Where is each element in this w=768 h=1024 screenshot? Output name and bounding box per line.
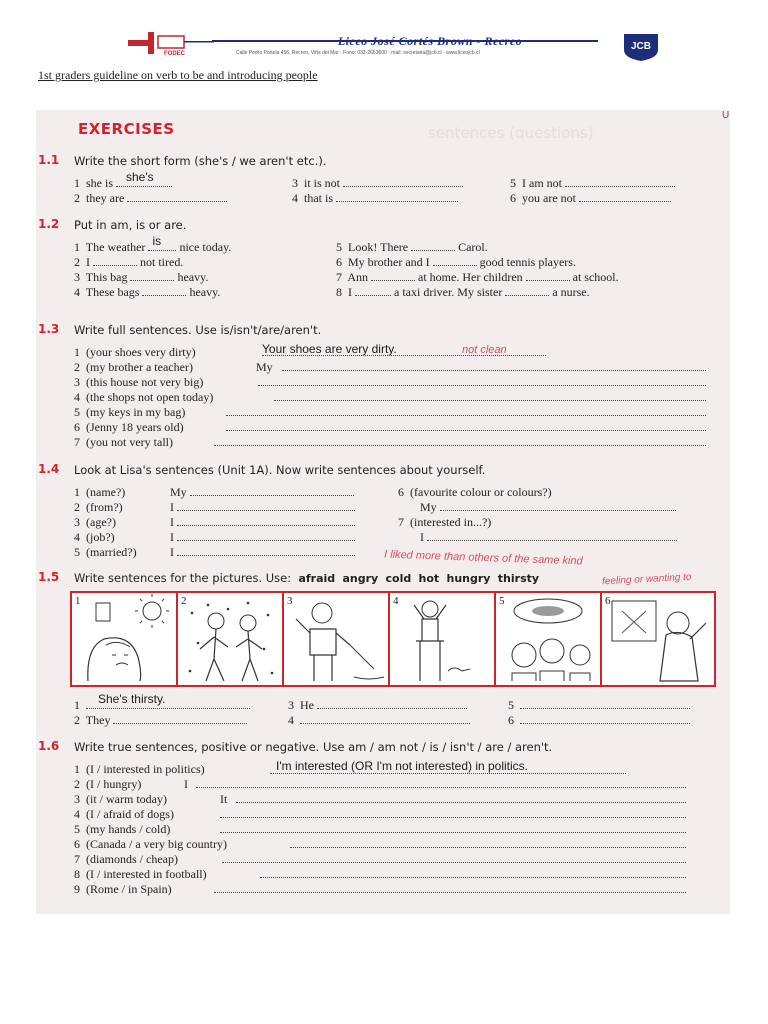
exercise-number: 1.6 — [38, 739, 60, 753]
picture-hungry: 5 — [496, 593, 602, 685]
answer-start: My — [170, 485, 354, 499]
answer-start: I — [170, 500, 355, 514]
exercises-heading: EXERCISES — [78, 120, 175, 138]
handwritten-answer: Your shoes are very dirty. — [262, 342, 397, 356]
answer-line — [196, 787, 686, 788]
picture-angry: 6 — [602, 593, 714, 685]
list-item: 7 (you not very tall) — [74, 435, 173, 449]
exercise-instruction: Write full sentences. Use is/isn't/are/aren't. — [74, 323, 322, 337]
corner-mark: U — [722, 110, 730, 121]
logo-text: FODEC — [164, 51, 185, 56]
answer-start: I — [170, 545, 355, 559]
answer-start: I — [170, 515, 355, 529]
exercise-number: 1.2 — [38, 217, 60, 231]
answer-line — [270, 773, 626, 774]
picture-afraid: 4 — [390, 593, 496, 685]
school-crest — [614, 32, 668, 62]
list-item: 5 (my hands / cold) — [74, 822, 171, 836]
list-item: 4 that is — [292, 191, 458, 205]
keyword: angry — [342, 572, 379, 585]
list-item: 7 Ann at home. Her children at school. — [336, 270, 619, 284]
list-item: 6 (Canada / a very big country) — [74, 837, 227, 851]
handwritten-answer: is — [152, 234, 162, 248]
list-item: 1 she is she's — [74, 176, 172, 190]
fodec-logo — [128, 32, 214, 56]
list-item: 4 (I / afraid of dogs) — [74, 807, 174, 821]
keyword: afraid — [298, 572, 336, 585]
answer-line — [260, 877, 686, 878]
answer-line — [214, 445, 706, 446]
answer-line — [226, 415, 706, 416]
list-item: 5 (my keys in my bag) — [74, 405, 186, 419]
teacher-note: not clean — [462, 344, 507, 356]
crest-text: JCB — [630, 41, 652, 52]
list-item: 3 (this house not very big) — [74, 375, 204, 389]
answer-line — [236, 802, 686, 803]
exercise-instruction: Put in am, is or are. — [74, 218, 187, 232]
list-item: 1 (I / interested in politics) — [74, 762, 205, 776]
list-item: 5 — [508, 698, 690, 712]
teacher-note: feeling or wanting to — [601, 571, 692, 588]
exercise-number: 1.5 — [38, 570, 60, 584]
list-item: 3 This bag heavy. — [74, 270, 209, 284]
faded-heading: sentences (questions) — [428, 124, 594, 142]
list-item: 3 (age?) — [74, 515, 116, 529]
handwritten-answer: she's — [126, 170, 154, 184]
answer-line — [226, 430, 706, 431]
list-item: 3 it is not — [292, 176, 463, 190]
guideline-title: 1st graders guideline on verb to be and introducing people — [38, 68, 318, 82]
list-item: 3 He — [288, 698, 467, 712]
school-address: Calle Pedro Portela 456, Recreo, Viña del Mar · Fono: 032-2663600 · mail: secretaria@jcb.cl · www.liceojcb.cl — [236, 50, 480, 56]
answer-line — [262, 355, 546, 356]
list-item: 9 (Rome / in Spain) — [74, 882, 172, 896]
list-item: 6 (favourite colour or colours?) — [398, 485, 552, 499]
list-item: 4 (job?) — [74, 530, 115, 544]
exercise-number: 1.3 — [38, 322, 60, 336]
handwritten-answer: I'm interested (OR I'm not interested) in politics. — [276, 759, 529, 773]
list-item: 2 I not tired. — [74, 255, 184, 269]
list-item: 4 These bags heavy. — [74, 285, 221, 299]
answer-start: My — [256, 360, 273, 374]
answer-start: I — [184, 777, 188, 791]
picture-hot: 3 — [284, 593, 390, 685]
teacher-note: I liked more than others of the same kind — [383, 548, 583, 568]
exercise-number: 1.1 — [38, 153, 60, 167]
list-item: 6 My brother and I good tennis players. — [336, 255, 576, 269]
school-title: Liceo José Cortés Brown - Recreo — [337, 34, 523, 48]
exercise-number: 1.4 — [38, 462, 60, 476]
list-item: 2 (from?) — [74, 500, 123, 514]
answer-line — [282, 370, 706, 371]
answer-line — [258, 385, 706, 386]
list-item: 1 (name?) — [74, 485, 126, 499]
list-item: 2 (I / hungry) — [74, 777, 142, 791]
exercise-instruction: Write the short form (she's / we aren't etc.). — [74, 154, 327, 168]
handwritten-answer: She's thirsty. — [98, 692, 166, 706]
answer-line — [274, 400, 706, 401]
picture-cold: 2 — [178, 593, 284, 685]
list-item: 6 (Jenny 18 years old) — [74, 420, 184, 434]
list-item: 2 They — [74, 713, 247, 727]
answer-start: My — [420, 500, 676, 514]
list-item: 1 The weather is nice today. — [74, 234, 232, 254]
list-item: 1 She's thirsty. — [74, 698, 250, 712]
list-item: 4 — [288, 713, 470, 727]
answer-line — [214, 892, 686, 893]
keyword: thirsty — [497, 572, 540, 585]
picture-strip — [70, 591, 716, 687]
list-item: 6 — [508, 713, 690, 727]
keyword: hungry — [446, 572, 491, 585]
list-item: 8 I a taxi driver. My sister a nurse. — [336, 285, 590, 299]
picture-thirsty: 1 — [72, 593, 178, 685]
list-item: 7 (diamonds / cheap) — [74, 852, 178, 866]
exercise-instruction: Write true sentences, positive or negative. Use am / am not / is / isn't / are / aren't. — [74, 740, 553, 754]
list-item: 8 (I / interested in football) — [74, 867, 207, 881]
answer-line — [220, 832, 686, 833]
list-item: 2 (my brother a teacher) — [74, 360, 193, 374]
list-item: 2 they are — [74, 191, 227, 205]
answer-start: I — [170, 530, 355, 544]
keyword: hot — [418, 572, 440, 585]
list-item: 6 you are not — [510, 191, 671, 205]
list-item: 3 (it / warm today) — [74, 792, 167, 806]
exercise-instruction: Write sentences for the pictures. Use: afraid angry cold hot hungry thirsty — [74, 571, 540, 585]
keyword: cold — [385, 572, 412, 585]
answer-start: It — [220, 792, 228, 806]
list-item: 5 I am not — [510, 176, 675, 190]
list-item: 1 (your shoes very dirty) — [74, 345, 196, 359]
exercise-instruction: Look at Lisa's sentences (Unit 1A). Now write sentences about yourself. — [74, 463, 486, 477]
answer-line — [290, 847, 686, 848]
answer-line — [220, 817, 686, 818]
list-item: 7 (interested in...?) — [398, 515, 492, 529]
answer-line — [222, 862, 686, 863]
list-item: 5 Look! There Carol. — [336, 240, 488, 254]
list-item: 5 (married?) — [74, 545, 137, 559]
answer-start: I — [420, 530, 677, 544]
list-item: 4 (the shops not open today) — [74, 390, 214, 404]
